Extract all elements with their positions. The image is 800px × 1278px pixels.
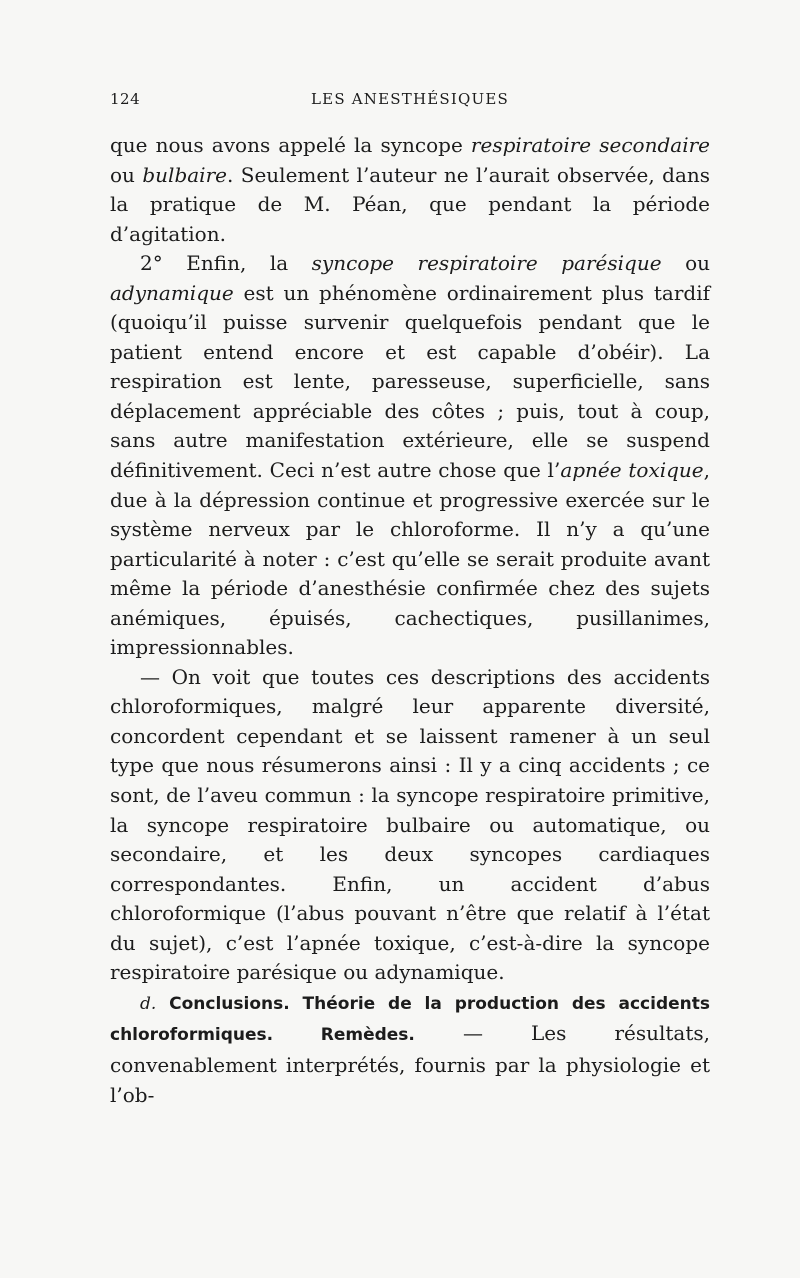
italic-term: adynamique [110, 280, 234, 305]
paragraph-1 [110, 131, 710, 249]
paragraph-2 [110, 249, 710, 663]
page-header [110, 90, 710, 114]
text-run: , due à la dépression continue et progressive exercée sur le système nerveux par le chloroforme. Il n’y a qu’une particularité à noter : c’est qu’elle se serait produite avant même la période d’anesthésie confirmée chez des sujets anémiques, épuisés, cachectiques, pusillanimes, impressionnables. [110, 458, 711, 660]
text-run: est un phénomène ordinairement plus tardif (quoiqu’il puisse survenir quelquefois pendant que le patient entend encore et est capable d’obéir). La respiration est lente, paresseuse, superficielle, sans déplacement appréciable des côtes ; puis, tout à coup, sans autre manifestation extérieure, elle se suspend définitivement. Ceci n’est autre chose que l’ [110, 280, 710, 483]
text-run: — Les résultats, convenablement interprétés, fournis par la physiologie et l’ob- [110, 1021, 710, 1107]
text-run: que nous avons appelé la syncope [110, 133, 471, 157]
paragraph-4 [110, 988, 710, 1110]
text-run: 2° Enfin, la [140, 251, 312, 276]
italic-term: apnée toxique [560, 458, 704, 483]
section-letter: d. [140, 993, 157, 1014]
italic-term: respiratoire secondaire [470, 133, 710, 157]
text-run: ou [661, 251, 711, 276]
italic-term: bulbaire [142, 162, 227, 187]
italic-term: syncope respiratoire parésique [311, 251, 662, 276]
text-run: — On voit que toutes ces descriptions des accidents chloroformiques, malgré leur apparente diversité, concordent cependant et se laissent ramener à un seul type que nous résumerons ainsi : Il y a cinq accidents ; ce sont, de l’aveu commun : la syncope respiratoire primitive, la syncope respiratoire bulbaire ou automatique, ou secondaire, et les deux syncopes cardiaques correspondantes. Enfin, un accident d’abus chloroformique (l’abus pouvant n’être que relatif à l’état du sujet), c’est l’apnée toxique, c’est-à-dire la syncope respiratoire parésique ou adynamique. [110, 664, 710, 985]
body-text [110, 131, 710, 1110]
text-run: ou [110, 162, 143, 187]
running-title: LES ANESTHÉSIQUES [311, 90, 509, 108]
text-run: . Seulement l’auteur ne l’aurait observée, dans la pratique de M. Péan, que pendant la période d’agitation. [110, 162, 711, 246]
section-heading-text: Conclusions. Théorie de la production des accidents chloroformiques. Remèdes. [110, 993, 710, 1046]
page-number: 124 [110, 90, 141, 108]
paragraph-3 [110, 663, 710, 988]
